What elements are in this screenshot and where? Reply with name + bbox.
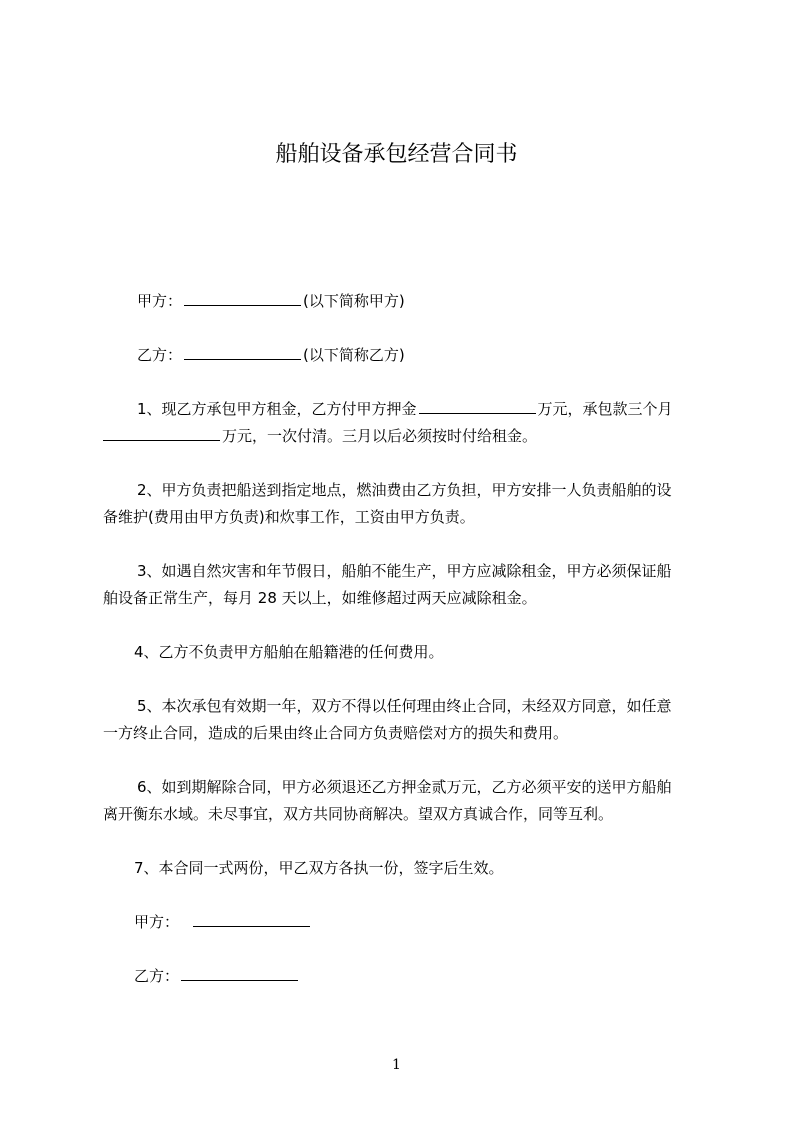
clause-6-line-1: 6、如到期解除合同，甲方必须退还乙方押金贰万元，乙方必须平安的送甲方船舶 bbox=[137, 778, 672, 796]
clause-3-line-2: 舶设备正常生产，每月 28 天以上，如维修超过两天应减除租金。 bbox=[103, 589, 537, 607]
signature-party-b bbox=[134, 961, 300, 991]
clause-1-line-2 bbox=[103, 421, 537, 451]
party-b-suffix: (以下简称乙方) bbox=[303, 346, 405, 364]
clause-2-line-2: 备维护(费用由甲方负责)和炊事工作，工资由甲方负责。 bbox=[103, 508, 475, 526]
party-a-line bbox=[137, 286, 405, 316]
clause-5-line-2: 一方终止合同，造成的后果由终止合同方负责赔偿对方的损失和费用。 bbox=[103, 724, 569, 742]
signature-a-label: 甲方： bbox=[134, 913, 180, 931]
clause-1-text-a: 1、现乙方承包甲方租金，乙方付甲方押金 bbox=[137, 400, 417, 418]
signature-party-a bbox=[134, 907, 312, 937]
party-b-blank bbox=[184, 343, 301, 360]
signature-b-blank bbox=[181, 964, 298, 981]
party-a-label: 甲方： bbox=[137, 292, 183, 310]
party-a-blank bbox=[184, 289, 301, 306]
party-b-line bbox=[137, 340, 405, 370]
party-b-label: 乙方： bbox=[137, 346, 183, 364]
clause-6-line-2: 离开衡东水域。未尽事宜，双方共同协商解决。望双方真诚合作，同等互利。 bbox=[103, 805, 614, 823]
signature-b-label: 乙方： bbox=[134, 967, 180, 985]
clause-1-text-b: 万元，承包款三个月 bbox=[537, 400, 673, 418]
party-a-suffix: (以下简称甲方) bbox=[303, 292, 405, 310]
document-title: 船舶设备承包经营合同书 bbox=[275, 142, 518, 167]
clause-3-line-1: 3、如遇自然灾害和年节假日，船舶不能生产，甲方应减除租金，甲方必须保证船 bbox=[137, 562, 672, 580]
clause-2-line-1: 2、甲方负责把船送到指定地点，燃油费由乙方负担，甲方安排一人负责船舶的设 bbox=[137, 481, 672, 499]
signature-a-blank bbox=[193, 910, 310, 927]
clause-1-line-1 bbox=[137, 394, 673, 424]
clause-4-line-1: 4、乙方不负责甲方船舶在船籍港的任何费用。 bbox=[134, 643, 444, 661]
clause-1-text-c: 万元，一次付清。三月以后必须按时付给租金。 bbox=[222, 427, 538, 445]
clause-1-deposit-blank bbox=[419, 397, 536, 414]
clause-5-line-1: 5、本次承包有效期一年，双方不得以任何理由终止合同，未经双方同意，如任意 bbox=[137, 697, 672, 715]
clause-7-line-1: 7、本合同一式两份，甲乙双方各执一份，签字后生效。 bbox=[134, 859, 504, 877]
page-number: 1 bbox=[392, 1057, 401, 1073]
clause-1-payment-blank bbox=[103, 424, 220, 441]
